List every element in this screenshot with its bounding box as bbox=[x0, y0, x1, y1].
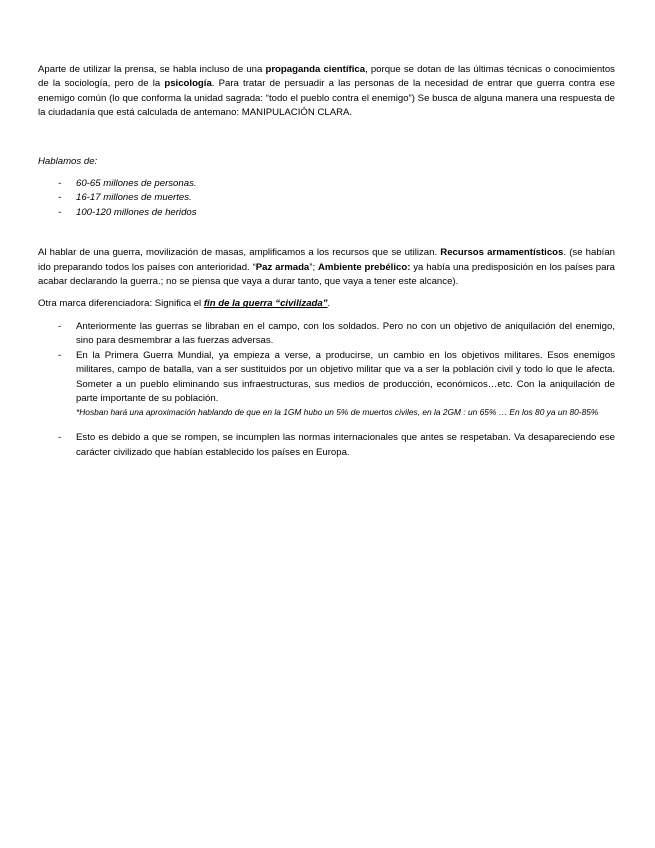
dash-marker: - bbox=[58, 432, 62, 444]
paragraph-marca bbox=[38, 297, 615, 311]
text: ya había una predisposición en los países para acabar declarando la guerra.; no se piensa que vaya a durar tanto, que vaya a tener este alcance). bbox=[38, 261, 616, 288]
list-item bbox=[38, 177, 615, 191]
text: . Para tratar de persuadir a las personas de la necesidad de entrar que guerra contra ese enemigo común (lo que conforma la unidad sagrada: “todo el pueblo contra el enemigo”) Se busca de alguna manera una respuesta de la ciudadanía que está calculada de antemano: MANIPULACIÓN CLARA. bbox=[38, 78, 615, 119]
list-item-text: 16-17 millones de muertes. bbox=[76, 192, 192, 204]
list-item bbox=[38, 349, 615, 420]
list-item bbox=[38, 320, 615, 349]
bold-term: Recursos armamentísticos bbox=[440, 247, 564, 259]
dash-marker: - bbox=[58, 192, 62, 204]
text: . bbox=[327, 298, 331, 310]
text: Otra marca diferenciadora: Significa el bbox=[38, 298, 204, 310]
text: . (se habían ido preparando todos los países con anterioridad. “ bbox=[38, 247, 616, 273]
footnote-text: *Hosban hará una aproximación hablando de que en la 1GM hubo un 5% de muertos civiles, en la 2GM : un 65% … En los 80 ya un 80-85% bbox=[76, 407, 599, 418]
text: Al hablar de una guerra, movilización de masas, amplificamos a los recursos que se utilizan. bbox=[38, 247, 441, 259]
text: , porque se dotan de las últimas técnicas o conocimientos de la sociología, pero de la bbox=[38, 64, 615, 90]
bullet-list bbox=[38, 320, 615, 419]
list-item bbox=[38, 191, 615, 205]
underlined-term: fin de la guerra “civilizada” bbox=[203, 298, 328, 310]
stats-list bbox=[38, 177, 615, 220]
list-item-text: En la Primera Guerra Mundial, ya empieza a verse, a producirse, un cambio en los objetivos militares. Esos enemigos militares, campo de batalla, van a ser sustituidos por un objetivo militar que va a ser la población civil y todo lo que le afecta. Someter a un pueblo eliminando sus infraestructuras, sus medios de producción, económicos…etc. Con la aniquilación de parte importante de su población. bbox=[76, 349, 615, 404]
paragraph-recursos bbox=[38, 246, 615, 289]
text: ”; bbox=[309, 261, 318, 273]
text: Aparte de utilizar la prensa, se habla incluso de una bbox=[38, 64, 266, 75]
bold-term: propaganda científica bbox=[265, 64, 366, 75]
bold-term: Paz armada bbox=[255, 261, 310, 273]
list-item-text: Anteriormente las guerras se libraban en el campo, con los soldados. Pero no con un objetivo de aniquilación del enemigo, sino para desmembrar a las fuerzas adversas. bbox=[76, 320, 615, 347]
bold-term: psicología bbox=[164, 78, 212, 90]
hablamos-heading: Hablamos de: bbox=[38, 155, 98, 167]
dash-marker: - bbox=[58, 178, 62, 190]
dash-marker: - bbox=[58, 349, 62, 361]
paragraph-propaganda bbox=[38, 63, 615, 121]
list-item-text: 100-120 millones de heridos bbox=[76, 206, 197, 218]
list-item bbox=[38, 431, 615, 460]
bullet-list-2 bbox=[38, 431, 615, 460]
list-item bbox=[38, 206, 615, 220]
list-item-text: Esto es debido a que se rompen, se incumplen las normas internacionales que antes se respetaban. Va desapareciendo ese carácter civilizado que habían establecido los países en Europa. bbox=[76, 432, 615, 458]
dash-marker: - bbox=[58, 320, 62, 332]
dash-marker: - bbox=[58, 206, 62, 218]
list-item-text: 60-65 millones de personas. bbox=[76, 178, 197, 190]
bold-term: Ambiente prebélico: bbox=[317, 261, 411, 273]
